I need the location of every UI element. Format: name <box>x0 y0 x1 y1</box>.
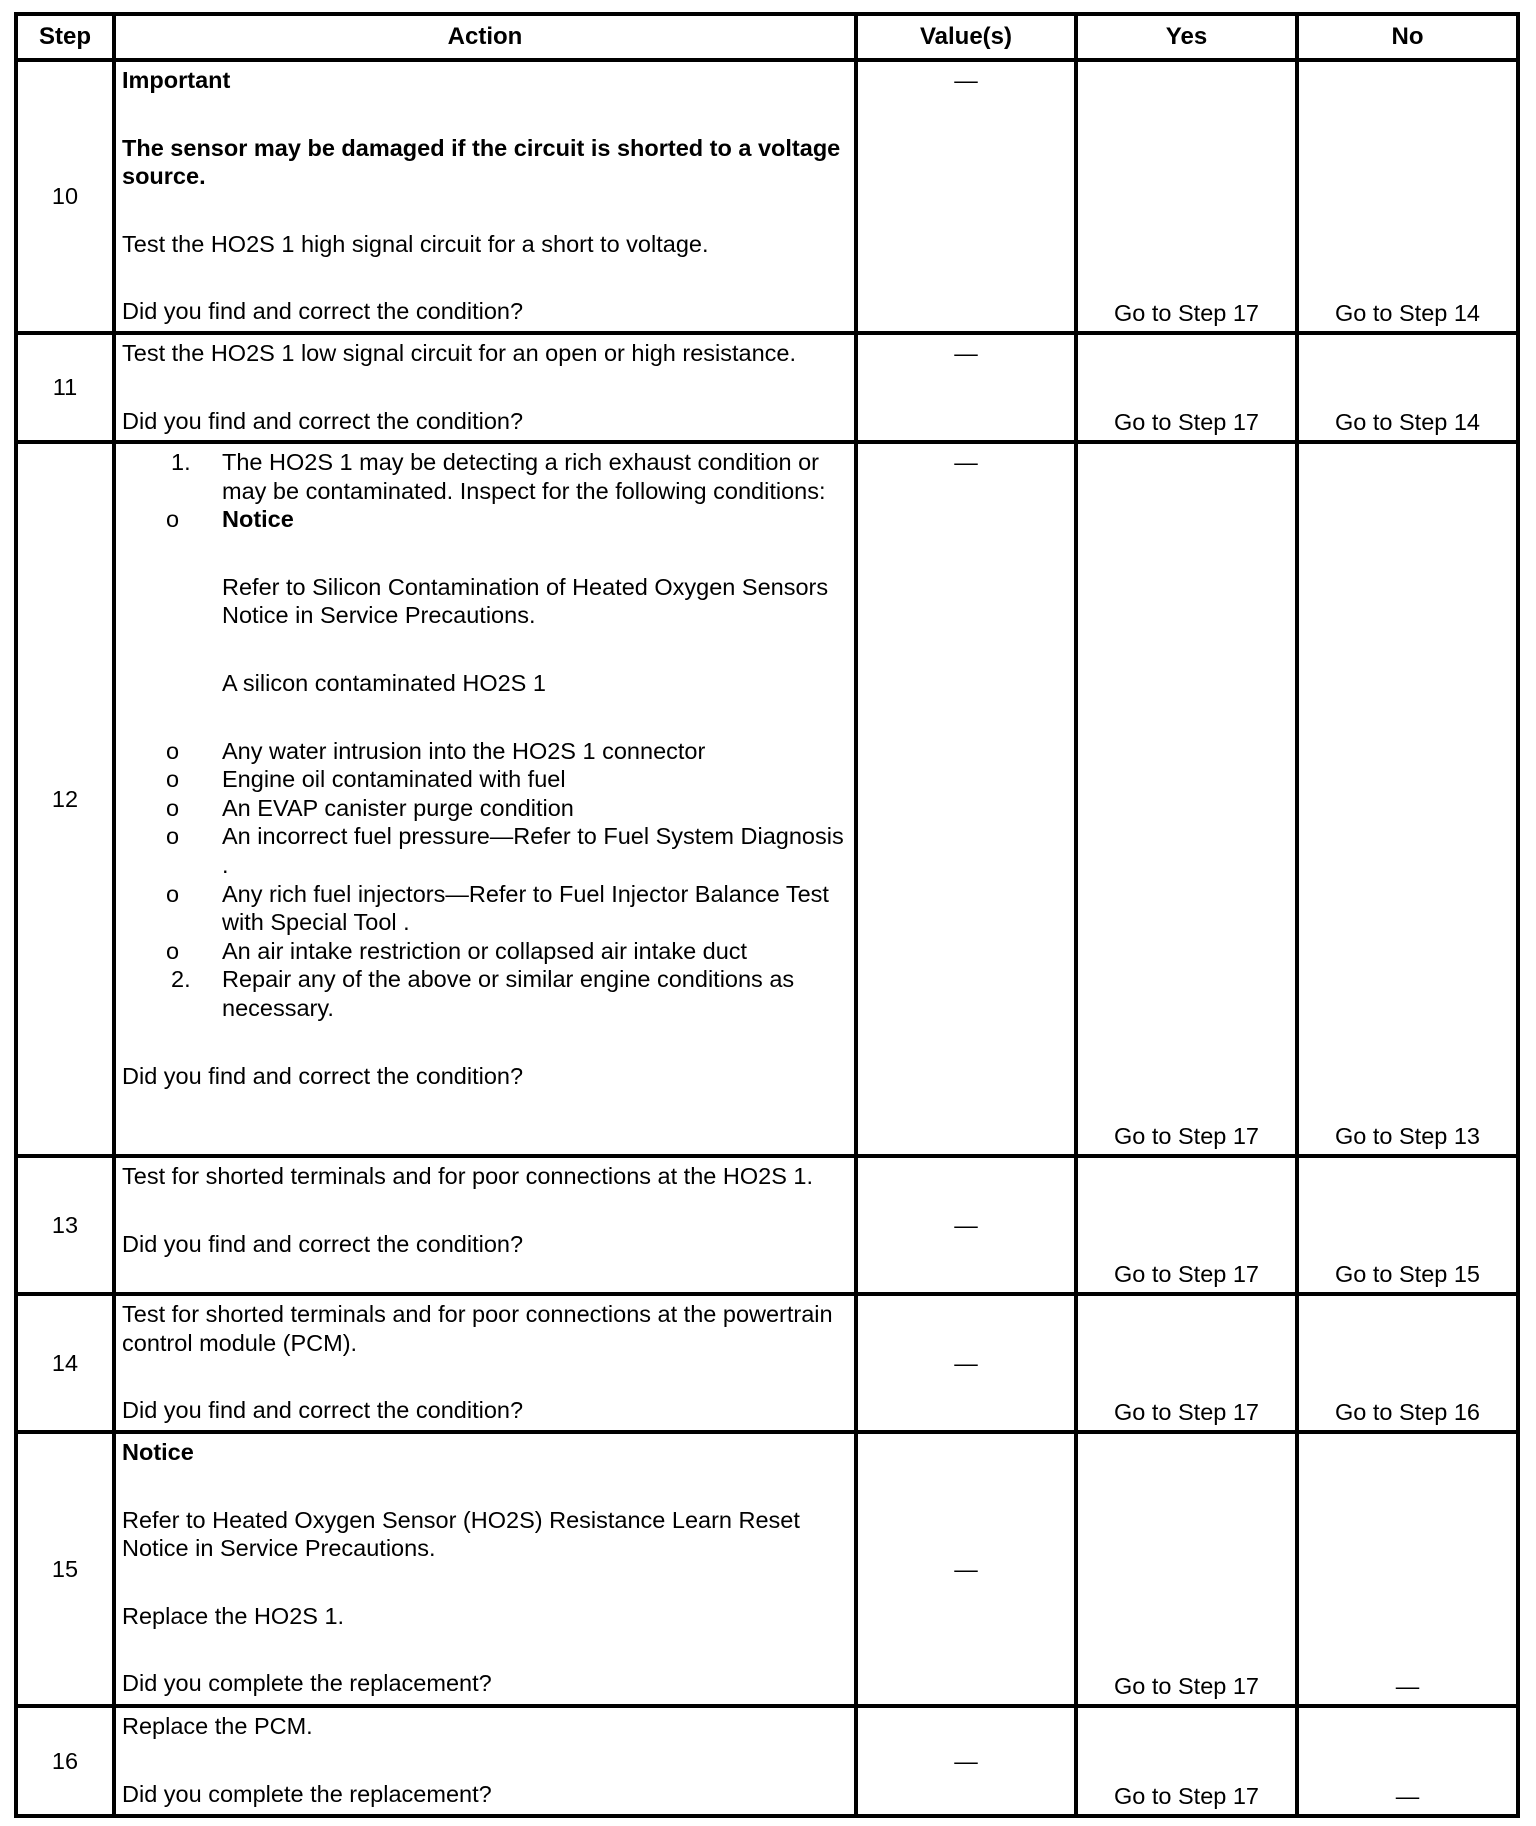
condition-text: An incorrect fuel pressure—Refer to Fuel System Diagnosis . <box>222 823 844 878</box>
test-instruction: Test for shorted terminals and for poor connections at the powertrain control module (PCM). <box>122 1301 833 1356</box>
table-row-step-16 <box>16 1706 1518 1816</box>
bullet-marker: o <box>166 823 180 850</box>
step-number: 11 <box>16 333 114 442</box>
step-number: 10 <box>16 60 114 333</box>
action-cell <box>114 1432 856 1706</box>
list-item-text: The HO2S 1 may be detecting a rich exhaust condition or may be contaminated. Inspect for the following conditions: <box>222 449 826 504</box>
conditions-list <box>122 505 848 965</box>
table-row-step-10 <box>16 60 1518 333</box>
yes-link[interactable]: Go to Step 17 <box>1076 1294 1297 1432</box>
action-cell <box>114 333 856 442</box>
condition-text: An air intake restriction or collapsed air intake duct <box>222 937 748 964</box>
condition-text: Engine oil contaminated with fuel <box>222 766 566 793</box>
question-text: Did you find and correct the condition? <box>122 298 524 325</box>
test-instruction: Test the HO2S 1 high signal circuit for a short to voltage. <box>122 230 709 257</box>
replace-instruction: Replace the PCM. <box>122 1713 313 1739</box>
notice-heading: Notice <box>222 506 294 533</box>
step-number: 14 <box>16 1294 114 1432</box>
action-cell <box>114 1156 856 1294</box>
question-text: Did you find and correct the condition? <box>122 407 524 434</box>
action-cell <box>114 60 856 333</box>
yes-link[interactable]: Go to Step 17 <box>1076 1706 1297 1816</box>
table-row-step-12 <box>16 442 1518 1156</box>
table-header-row <box>16 14 1518 60</box>
list-item <box>122 822 848 879</box>
bullet-marker: o <box>166 880 180 907</box>
bullet-marker: o <box>166 937 180 964</box>
no-value: — <box>1297 1706 1518 1816</box>
condition-text: An EVAP canister purge condition <box>222 794 574 821</box>
notice-text: Refer to Silicon Contamination of Heated Oxygen Sensors Notice in Service Precautions. <box>222 573 829 629</box>
yes-link[interactable]: Go to Step 17 <box>1076 60 1297 333</box>
table-row-step-14 <box>16 1294 1518 1432</box>
step-number: 12 <box>16 442 114 1156</box>
value-cell: — <box>856 1432 1076 1706</box>
condition-text: Any rich fuel injectors—Refer to Fuel Injector Balance Test with Special Tool . <box>222 880 829 936</box>
test-instruction: Test the HO2S 1 low signal circuit for an open or high resistance. <box>122 340 797 366</box>
table-row-step-15 <box>16 1432 1518 1706</box>
diagnostic-steps-table <box>14 12 1520 1818</box>
inspection-steps-list <box>122 448 848 1023</box>
yes-link[interactable]: Go to Step 17 <box>1076 1156 1297 1294</box>
yes-link[interactable]: Go to Step 17 <box>1076 442 1297 1156</box>
yes-link[interactable]: Go to Step 17 <box>1076 1432 1297 1706</box>
value-cell: — <box>856 442 1076 1156</box>
no-link[interactable]: Go to Step 13 <box>1297 442 1518 1156</box>
list-item <box>122 505 848 736</box>
silicon-condition: A silicon contaminated HO2S 1 <box>222 669 546 696</box>
bullet-marker: o <box>166 737 180 764</box>
list-item <box>122 880 848 937</box>
warning-text: The sensor may be damaged if the circuit is shorted to a voltage source. <box>122 134 841 190</box>
action-cell <box>114 442 856 1156</box>
header-values: Value(s) <box>856 14 1076 60</box>
list-item <box>122 737 848 766</box>
step-number: 16 <box>16 1706 114 1816</box>
question-text: Did you complete the replacement? <box>122 1670 492 1697</box>
question-text: Did you complete the replacement? <box>122 1780 492 1807</box>
action-cell <box>114 1706 856 1816</box>
step-number: 15 <box>16 1432 114 1706</box>
bullet-marker: o <box>166 794 180 821</box>
list-item <box>122 765 848 794</box>
no-value: — <box>1297 1432 1518 1706</box>
replace-instruction: Replace the HO2S 1. <box>122 1602 345 1629</box>
no-link[interactable]: Go to Step 16 <box>1297 1294 1518 1432</box>
value-cell: — <box>856 60 1076 333</box>
value-cell: — <box>856 1156 1076 1294</box>
list-item <box>122 937 848 966</box>
value-cell: — <box>856 1706 1076 1816</box>
list-number: 2. <box>171 966 191 993</box>
no-link[interactable]: Go to Step 15 <box>1297 1156 1518 1294</box>
question-text: Did you find and correct the condition? <box>122 1230 524 1257</box>
condition-text: Any water intrusion into the HO2S 1 connector <box>222 737 706 764</box>
no-link[interactable]: Go to Step 14 <box>1297 60 1518 333</box>
question-text: Did you find and correct the condition? <box>122 1062 524 1089</box>
bullet-marker: o <box>166 506 180 533</box>
table-row-step-13 <box>16 1156 1518 1294</box>
value-cell: — <box>856 333 1076 442</box>
header-no: No <box>1297 14 1518 60</box>
table-row-step-11 <box>16 333 1518 442</box>
header-step: Step <box>16 14 114 60</box>
header-yes: Yes <box>1076 14 1297 60</box>
action-cell <box>114 1294 856 1432</box>
important-heading: Important <box>122 67 231 93</box>
bullet-marker: o <box>166 766 180 793</box>
list-item <box>122 794 848 823</box>
step-number: 13 <box>16 1156 114 1294</box>
list-item <box>122 965 848 1022</box>
notice-text: Refer to Heated Oxygen Sensor (HO2S) Resistance Learn Reset Notice in Service Precautions. <box>122 1506 800 1562</box>
notice-heading: Notice <box>122 1439 194 1465</box>
list-item-text: Repair any of the above or similar engine conditions as necessary. <box>222 966 795 1021</box>
yes-link[interactable]: Go to Step 17 <box>1076 333 1297 442</box>
no-link[interactable]: Go to Step 14 <box>1297 333 1518 442</box>
value-cell: — <box>856 1294 1076 1432</box>
list-number: 1. <box>171 449 191 475</box>
header-action: Action <box>114 14 856 60</box>
list-item <box>122 448 848 965</box>
question-text: Did you find and correct the condition? <box>122 1397 524 1424</box>
test-instruction: Test for shorted terminals and for poor connections at the HO2S 1. <box>122 1163 814 1189</box>
diagnostic-table-page <box>14 12 1516 1818</box>
